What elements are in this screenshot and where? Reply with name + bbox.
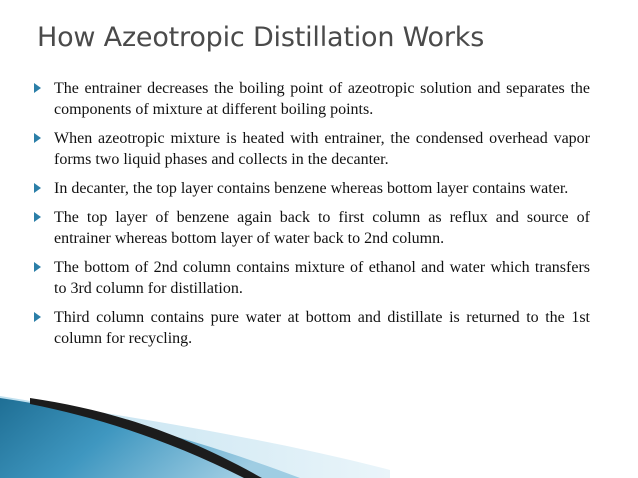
bullet-text: The entrainer decreases the boiling point of azeotropic solution and separates the components of mixture at different boiling points. bbox=[54, 80, 590, 118]
slide-title: How Azeotropic Distillation Works bbox=[37, 22, 485, 53]
bullet-text: When azeotropic mixture is heated with entrainer, the condensed overhead vapor forms two liquid phases and collects in the decanter. bbox=[54, 130, 590, 168]
swoosh-blue-band bbox=[0, 398, 300, 478]
bullet-text: The top layer of benzene again back to first column as reflux and source of entrainer whereas bottom layer of water back to 2nd column. bbox=[54, 209, 590, 247]
bullet-text: In decanter, the top layer contains benzene whereas bottom layer contains water. bbox=[54, 180, 569, 197]
bullet-text: Third column contains pure water at bottom and distillate is returned to the 1st column for recycling. bbox=[54, 309, 590, 347]
bullet-text: The bottom of 2nd column contains mixture of ethanol and water which transfers to 3rd column for distillation. bbox=[54, 259, 590, 297]
